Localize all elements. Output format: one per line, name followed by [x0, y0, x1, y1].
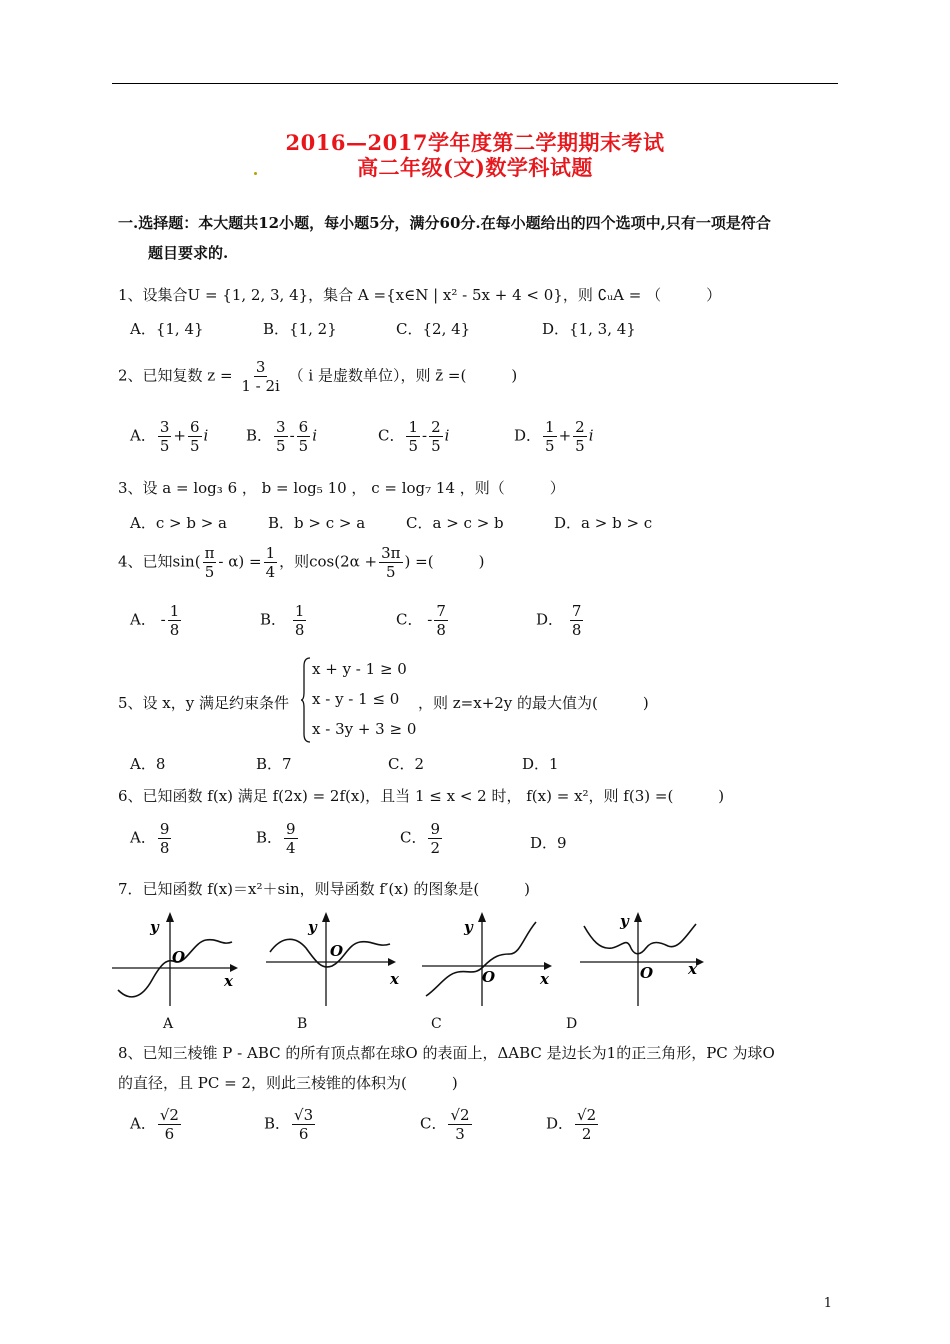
option-a: A． $\frac{3}{5}$ + $\frac{6}{5}$ i	[130, 418, 209, 455]
constraint-2: x - y - 1 ≤ 0	[312, 690, 400, 708]
system-brace	[300, 656, 312, 744]
origin-label: O	[330, 942, 344, 960]
graph-c	[420, 910, 560, 1010]
option-a: A． - $\frac{1}{8}$	[130, 602, 180, 639]
option-c: C． $\frac{√2}{3}$	[420, 1106, 470, 1143]
origin-label: O	[482, 968, 496, 986]
option-b: B．7	[256, 755, 292, 773]
graph-c-label: C	[431, 1016, 442, 1032]
axis-y-label: y	[150, 918, 159, 936]
section-instructions: 一.选择题：本大题共12小题，每小题5分，满分60分.在每小题给出的四个选项中,只有一项是符合 题目要求的.	[118, 214, 771, 262]
option-b: B． $\frac{3}{5}$ - $\frac{6}{5}$ i	[246, 418, 318, 455]
option-d: D．1	[522, 755, 559, 773]
fraction: $\frac{3}{1 - 2i}$	[241, 358, 280, 395]
header-rule	[112, 83, 838, 84]
option-a: A． $\frac{√2}{6}$	[130, 1106, 179, 1143]
constraint-3: x - 3y + 3 ≥ 0	[312, 720, 417, 738]
speck	[254, 172, 257, 175]
option-b: B． $\frac{√3}{6}$	[264, 1106, 314, 1143]
option-d: D． $\frac{√2}{2}$	[546, 1106, 597, 1143]
axis-x-label: x	[540, 970, 549, 988]
question-2: 2、已知复数 z = $\frac{3}{1 - 2i}$ （ i 是虚数单位），则 z̄ =( )	[118, 358, 518, 395]
option-c: C． $\frac{1}{5}$ - $\frac{2}{5}$ i	[378, 418, 450, 455]
question-8-line-1: 8、已知三棱锥 P - ABC 的所有顶点都在球O 的表面上，ΔABC 是边长为1的正三角形，PC 为球O	[118, 1044, 775, 1062]
axis-x-label: x	[688, 960, 697, 978]
exam-title: 2016—2017学年度第二学期期末考试	[285, 130, 665, 155]
question-6: 6、已知函数 f(x) 满足 f(2x) = 2f(x)，且当 1 ≤ x < 2 时， f(x) = x²，则 f(3) =( )	[118, 787, 725, 805]
option-a: A．8	[130, 755, 166, 773]
axis-y-label: y	[620, 912, 629, 930]
option-b: B． $\frac{9}{4}$	[256, 820, 296, 857]
graph-d-label: D	[566, 1016, 578, 1032]
origin-label: O	[172, 948, 186, 966]
graph-a-label: A	[163, 1016, 174, 1032]
axis-y-label: y	[464, 918, 473, 936]
graph-b	[264, 910, 404, 1010]
question-7: 7．已知函数 f(x)＝x²＋sin，则导函数 f′(x) 的图象是( )	[118, 880, 531, 898]
option-a: A． $\frac{9}{8}$	[130, 820, 170, 857]
option-d: D．a > b > c	[554, 514, 653, 532]
option-b: B．b > c > a	[268, 514, 366, 532]
option-d: D． $\frac{1}{5}$ + $\frac{2}{5}$ i	[514, 418, 594, 455]
constraint-1: x + y - 1 ≥ 0	[312, 660, 407, 678]
origin-label: O	[640, 964, 654, 982]
option-d: D．9	[530, 834, 567, 852]
option-d: D．{1, 3, 4}	[542, 320, 636, 338]
option-c: C． - $\frac{7}{8}$	[396, 602, 446, 639]
option-c: C． $\frac{9}{2}$	[400, 820, 441, 857]
option-d: D． $\frac{7}{8}$	[536, 602, 582, 639]
option-c: C．{2, 4}	[396, 320, 471, 338]
page-number: 1	[823, 1296, 832, 1311]
axis-y-label: y	[308, 918, 317, 936]
graph-b-label: B	[297, 1016, 308, 1032]
graph-d	[578, 910, 718, 1010]
question-1: 1、设集合U = {1, 2, 3, 4}，集合 A ={x∈N | x² - 5x + 4 < 0}，则 ∁ᵤA = （ ）	[118, 286, 722, 304]
option-c: C．2	[388, 755, 425, 773]
question-8-line-2: 的直径，且 PC = 2，则此三棱锥的体积为( )	[118, 1074, 458, 1092]
exam-subtitle: 高二年级(文)数学科试题	[357, 155, 593, 180]
question-5-stem-b: ，则 z=x+2y 的最大值为( )	[418, 694, 649, 712]
axis-x-label: x	[224, 972, 233, 990]
option-a: A．c > b > a	[130, 514, 227, 532]
option-b: B． $\frac{1}{8}$	[260, 602, 305, 639]
axis-x-label: x	[390, 970, 399, 988]
question-4: 4、已知sin( $\frac{\pi}{5}$ - α) = $\frac{1}{4}$ ，则cos(2α + $\frac{3\pi}{5}$ ) =( )	[118, 544, 485, 581]
option-c: C．a > c > b	[406, 514, 504, 532]
question-5-stem-a: 5、设 x，y 满足约束条件	[118, 694, 290, 712]
question-3: 3、设 a = log₃ 6 ， b = log₅ 10 ， c = log₇ 14 ，则（ ）	[118, 479, 565, 497]
option-b: B．{1, 2}	[263, 320, 337, 338]
option-a: A．{1, 4}	[130, 320, 204, 338]
graph-a	[110, 910, 250, 1010]
